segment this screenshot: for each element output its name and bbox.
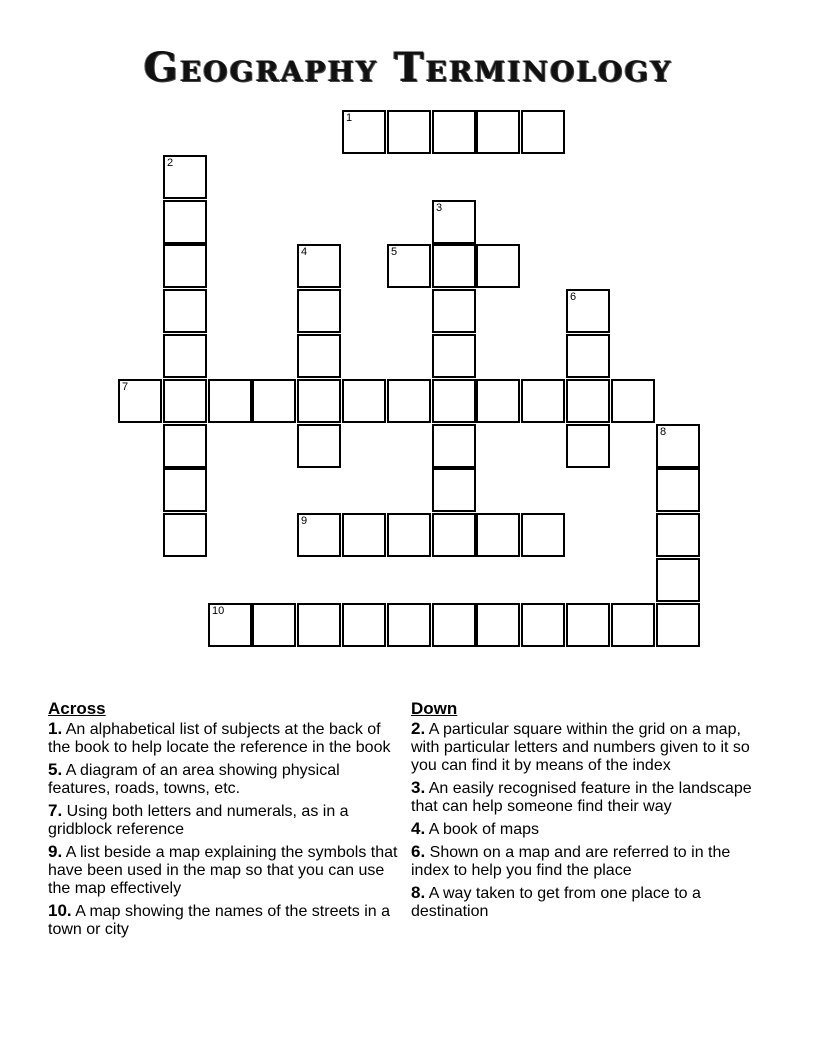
grid-cell[interactable] [432, 513, 476, 557]
grid-cell[interactable] [163, 155, 207, 199]
cell-number: 2 [167, 157, 174, 169]
clue-text: A list beside a map explaining the symbols that have been used in the map so that you can use the map effectively [48, 844, 398, 897]
grid-cell[interactable] [611, 603, 655, 647]
grid-cell[interactable] [387, 513, 431, 557]
clue-number: 3. [411, 778, 426, 797]
down-clue-4 [411, 820, 771, 839]
cell-number: 8 [660, 426, 667, 438]
clue-number: 10. [48, 901, 72, 920]
cell-number: 1 [346, 112, 353, 124]
grid-cell[interactable] [566, 289, 610, 333]
clue-text: Shown on a map and are referred to in the index to help you find the place [411, 844, 731, 879]
across-clues [48, 700, 404, 943]
cell-number: 5 [391, 246, 398, 258]
across-clue-9 [48, 843, 404, 898]
grid-cell[interactable] [476, 513, 520, 557]
clue-number: 1. [48, 719, 63, 738]
grid-cell[interactable] [476, 244, 520, 288]
across-clue-10 [48, 902, 404, 939]
clue-number: 2. [411, 719, 426, 738]
grid-cell[interactable] [297, 424, 341, 468]
grid-cell[interactable] [163, 468, 207, 512]
grid-cell[interactable] [297, 603, 341, 647]
grid-cell[interactable] [432, 110, 476, 154]
grid-cell[interactable] [566, 379, 610, 423]
grid-cell[interactable] [297, 334, 341, 378]
clue-text: A diagram of an area showing physical features, roads, towns, etc. [48, 762, 340, 797]
grid-cell[interactable] [297, 379, 341, 423]
clue-text: An easily recognised feature in the landscape that can help someone find their way [411, 780, 752, 815]
clue-text: A book of maps [428, 821, 540, 838]
grid-cell[interactable] [208, 379, 252, 423]
grid-cell[interactable] [297, 513, 341, 557]
down-clue-6 [411, 843, 771, 880]
grid-cell[interactable] [118, 379, 162, 423]
grid-cell[interactable] [656, 468, 700, 512]
across-clue-1 [48, 720, 404, 757]
grid-cell[interactable] [656, 558, 700, 602]
grid-cell[interactable] [656, 424, 700, 468]
across-heading: Across [48, 699, 106, 718]
down-clue-3 [411, 779, 771, 816]
grid-cell[interactable] [611, 379, 655, 423]
clue-number: 4. [411, 819, 426, 838]
down-clue-8 [411, 884, 771, 921]
grid-cell[interactable] [476, 603, 520, 647]
cell-number: 3 [436, 202, 443, 214]
cell-number: 10 [212, 605, 225, 617]
clue-text: Using both letters and numerals, as in a gridblock reference [48, 803, 349, 838]
grid-cell[interactable] [432, 244, 476, 288]
grid-cell[interactable] [521, 513, 565, 557]
grid-cell[interactable] [432, 379, 476, 423]
down-clues [411, 700, 771, 925]
cell-number: 4 [301, 246, 308, 258]
grid-cell[interactable] [656, 603, 700, 647]
grid-cell[interactable] [387, 110, 431, 154]
grid-cell[interactable] [163, 334, 207, 378]
down-clue-2 [411, 720, 771, 775]
cell-number: 6 [570, 291, 577, 303]
grid-cell[interactable] [521, 110, 565, 154]
clue-text: An alphabetical list of subjects at the back of the book to help locate the reference in the book [48, 721, 391, 756]
grid-cell[interactable] [297, 289, 341, 333]
grid-cell[interactable] [342, 110, 386, 154]
grid-cell[interactable] [387, 244, 431, 288]
grid-cell[interactable] [432, 334, 476, 378]
cell-number: 9 [301, 515, 308, 527]
grid-cell[interactable] [432, 289, 476, 333]
grid-cell[interactable] [163, 424, 207, 468]
grid-cell[interactable] [387, 379, 431, 423]
grid-cell[interactable] [342, 603, 386, 647]
grid-cell[interactable] [432, 424, 476, 468]
grid-cell[interactable] [297, 244, 341, 288]
grid-cell[interactable] [521, 379, 565, 423]
grid-cell[interactable] [656, 513, 700, 557]
clue-number: 6. [411, 842, 426, 861]
grid-cell[interactable] [387, 603, 431, 647]
grid-cell[interactable] [566, 334, 610, 378]
down-heading: Down [411, 699, 458, 718]
grid-cell[interactable] [566, 603, 610, 647]
cell-number: 7 [122, 381, 129, 393]
clue-text: A particular square within the grid on a map, with particular letters and numbers given to it so you can find it by means of the index [411, 721, 750, 774]
grid-cell[interactable] [342, 379, 386, 423]
grid-cell[interactable] [163, 200, 207, 244]
across-clue-5 [48, 761, 404, 798]
clue-number: 8. [411, 883, 426, 902]
clue-text: A way taken to get from one place to a destination [411, 885, 701, 920]
clue-number: 5. [48, 760, 63, 779]
grid-cell[interactable] [476, 110, 520, 154]
grid-cell[interactable] [163, 289, 207, 333]
grid-cell[interactable] [163, 513, 207, 557]
grid-cell[interactable] [521, 603, 565, 647]
clue-text: A map showing the names of the streets in a town or city [48, 903, 391, 938]
grid-cell[interactable] [476, 379, 520, 423]
grid-cell[interactable] [342, 513, 386, 557]
grid-cell[interactable] [432, 200, 476, 244]
grid-cell[interactable] [208, 603, 252, 647]
across-clue-7 [48, 802, 404, 839]
grid-cell[interactable] [432, 468, 476, 512]
clue-number: 9. [48, 842, 63, 861]
grid-cell[interactable] [432, 603, 476, 647]
clue-number: 7. [48, 801, 63, 820]
page-title: Geography Terminology [143, 44, 673, 91]
grid-cell[interactable] [252, 603, 296, 647]
grid-cell[interactable] [163, 379, 207, 423]
grid-cell[interactable] [252, 379, 296, 423]
grid-cell[interactable] [566, 424, 610, 468]
grid-cell[interactable] [163, 244, 207, 288]
